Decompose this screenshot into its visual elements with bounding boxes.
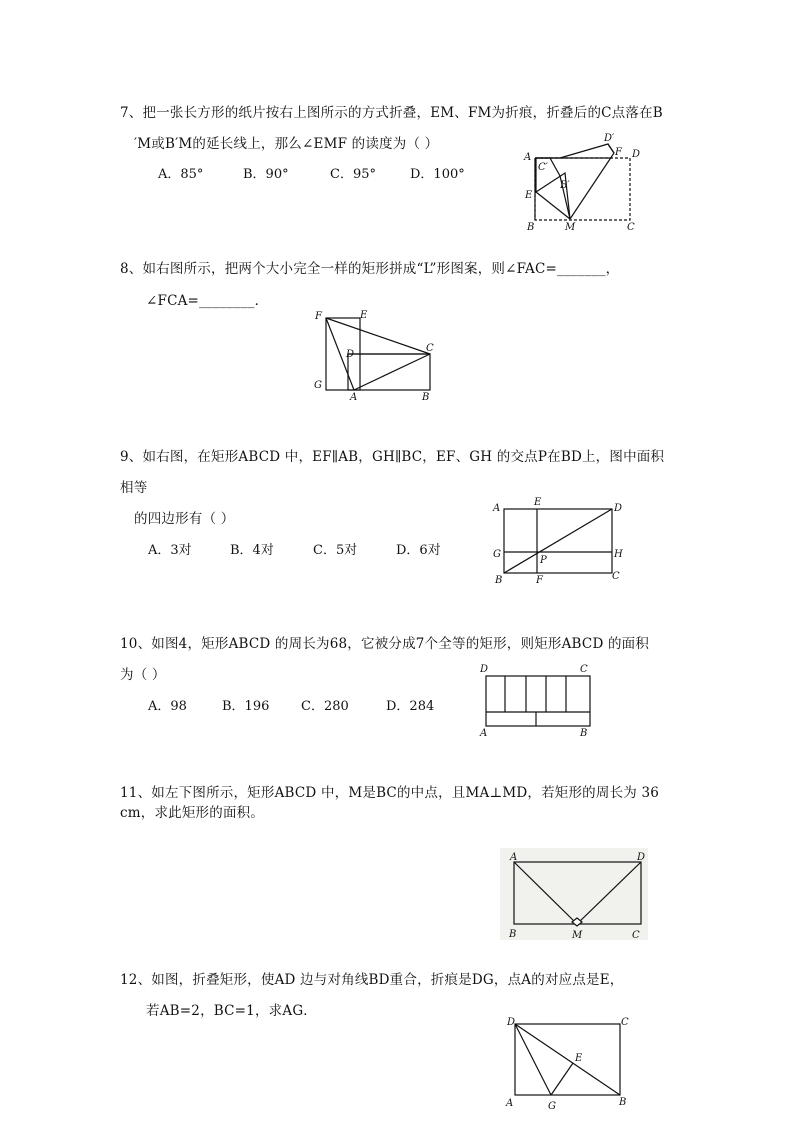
q7-label-b: B (527, 222, 535, 233)
q9-label-p: P (540, 555, 547, 566)
question-9-line-2: 相等 (120, 480, 148, 496)
q7-label-f: F (615, 147, 622, 158)
q10-label-a: A (480, 728, 488, 739)
question-11-line-1: 11、如左下图所示，矩形ABCD 中，M是BC的中点，且MA⊥MD，若矩形的周长为 36 (120, 785, 660, 801)
q9-label-d: D (614, 503, 623, 514)
q9-label-e: E (534, 497, 542, 508)
question-10-figure (474, 662, 604, 742)
q8-label-b: B (422, 392, 430, 403)
q12-label-a: A (506, 1098, 514, 1109)
question-10-option-c: C．280 (301, 699, 349, 714)
question-10-line-2: 为（ ） (120, 667, 166, 683)
q11-label-d: D (637, 852, 646, 863)
question-11-line-2: cm，求此矩形的面积。 (120, 805, 265, 821)
q11-label-m: M (572, 930, 583, 941)
q11-label-c: C (632, 930, 640, 941)
q11-label-a: A (510, 852, 518, 863)
q12-label-c: C (621, 1017, 629, 1028)
q12-label-e: E (575, 1053, 583, 1064)
question-12-figure (503, 1013, 643, 1113)
question-9-option-a: A．3对 (148, 543, 192, 558)
q8-label-d: D (346, 349, 355, 360)
q7-label-e: E (525, 190, 533, 201)
question-10-option-b: B．196 (222, 699, 270, 714)
question-7-line-1: 7、把一张长方形的纸片按右上图所示的方式折叠，EM、FM为折痕，折叠后的C点落在B (120, 105, 663, 121)
question-8-line-2: ∠FCA=________． (146, 293, 269, 309)
question-10-line-1: 10、如图4，矩形ABCD 的周长为68，它被分成7个全等的矩形，则矩形ABCD 的面积 (120, 636, 650, 652)
question-9-option-b: B．4对 (230, 543, 274, 558)
question-10-option-a: A．98 (148, 699, 187, 714)
question-7-option-b: B．90° (243, 167, 289, 182)
question-12-line-1: 12、如图，折叠矩形，使AD 边与对角线BD重合，折痕是DG，点A的对应点是E， (120, 972, 624, 988)
question-7-line-2: ′M或B′M的延长线上，那么∠EMF 的读度为（ ） (134, 136, 439, 152)
q8-label-c: C (426, 343, 434, 354)
q9-label-h: H (614, 549, 623, 560)
q9-label-a: A (493, 503, 501, 514)
q8-label-f: F (315, 311, 322, 322)
q7-label-a: A (524, 152, 532, 163)
question-8-line-1: 8、如右图所示，把两个大小完全一样的矩形拼成“L”形图案，则∠FAC=_______， (120, 261, 620, 277)
question-7-option-d: D．100° (410, 167, 465, 182)
question-12-line-2: 若AB=2，BC=1，求AG． (146, 1003, 318, 1019)
q9-label-f: F (536, 575, 543, 586)
q7-label-m: M (565, 222, 576, 233)
question-7-figure (520, 128, 650, 238)
q12-label-g: G (548, 1101, 556, 1112)
q9-label-g: G (493, 549, 501, 560)
question-10-option-d: D．284 (386, 699, 435, 714)
q10-label-d: D (480, 664, 489, 675)
q7-label-d: D (632, 149, 641, 160)
q7-label-c: C (627, 222, 635, 233)
q7-label-dprime: D′ (604, 133, 615, 144)
question-8-figure (312, 308, 452, 403)
question-7-option-a: A．85° (158, 167, 204, 182)
q12-label-b: B (619, 1097, 627, 1108)
question-9-line-1: 9、如右图，在矩形ABCD 中，EF∥AB，GH∥BC，EF、GH 的交点P在BD上，图中面积 (120, 449, 665, 465)
question-9-option-d: D．6对 (396, 543, 441, 558)
q7-label-bprime: B′ (560, 180, 570, 191)
q8-label-e: E (360, 310, 368, 321)
q7-label-cprime: C′ (538, 162, 548, 173)
question-9-figure (490, 495, 630, 585)
q12-label-d: D (507, 1017, 516, 1028)
q9-label-b: B (495, 575, 503, 586)
q8-label-g: G (314, 380, 322, 391)
q8-label-a: A (350, 392, 358, 403)
q11-label-b: B (509, 929, 517, 940)
question-7-option-c: C．95° (330, 167, 376, 182)
question-9-line-3: 的四边形有（ ） (134, 511, 235, 527)
question-11-figure (500, 848, 650, 943)
q9-label-c: C (612, 571, 620, 582)
question-9-option-c: C．5对 (313, 543, 358, 558)
q10-label-c: C (580, 664, 588, 675)
q10-label-b: B (580, 728, 588, 739)
